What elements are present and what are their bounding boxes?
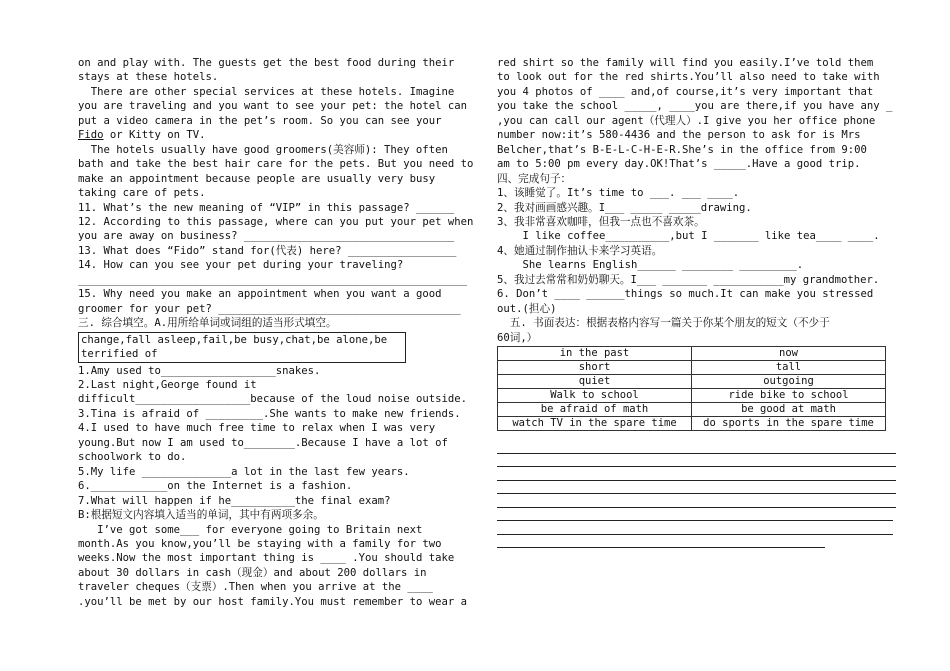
passage-line: taking care of pets. <box>78 187 206 200</box>
writing-line[interactable] <box>497 454 896 468</box>
fill-line: difficult__________________because of the loud noise outside. <box>78 393 468 406</box>
right-column <box>497 56 899 548</box>
fill-line: 2.Last night,George found it <box>78 378 257 391</box>
passage-line: to look out for the red shirts.You’ll also need to take with <box>497 71 880 84</box>
table-cell: now <box>692 347 886 361</box>
passage-continued <box>497 56 899 172</box>
passage-line: stays at these hotels. <box>78 71 219 84</box>
fill-line: weeks.Now the most important thing is ____ .You should take <box>78 552 455 565</box>
writing-line[interactable] <box>497 494 896 508</box>
question-line: _____________________________________________________________ <box>78 273 468 286</box>
word-bank-box: change,fall asleep,fail,be busy,chat,be alone,be terrified of <box>78 332 406 363</box>
fido-rest: or Kitty on TV. <box>103 129 206 142</box>
passage-line: you take the school _____, ____you are there,if you have any _ <box>497 100 893 113</box>
reading-passage <box>78 56 480 201</box>
fill-line: 7.What will happen if he__________the final exam? <box>78 494 391 507</box>
sentence-line: 1、该睡觉了。It’s time to ___. ___ ____. <box>497 187 740 200</box>
fido-word: Fido <box>78 129 104 142</box>
table-cell: short <box>498 361 692 375</box>
sentence-completion <box>497 186 899 316</box>
sentence-line: 5、我过去常常和奶奶聊天。I___ _______ ___________my grandmother. <box>497 273 880 286</box>
fill-line: 1.Amy used to__________________snakes. <box>78 364 321 377</box>
writing-line[interactable] <box>497 440 896 454</box>
writing-line[interactable] <box>497 508 893 522</box>
table-cell: ride bike to school <box>692 389 886 403</box>
table-row <box>498 417 886 431</box>
question-line: you are away on business? _________________________________ <box>78 230 455 243</box>
table-cell: quiet <box>498 375 692 389</box>
fill-line: B:根据短文内容填入适当的单词，其中有两项多余。 <box>78 509 324 522</box>
question-line: 11. What’s the new meaning of “VIP” in this passage? ______ <box>78 201 455 214</box>
fill-line: schoolwork to do. <box>78 451 187 464</box>
section5-title: 五. 书面表达：根据表格内容写一篇关于你某个朋友的短文（不少于 <box>497 317 830 330</box>
question-line: 13. What does “Fido” stand for(代表) here? _________________ <box>78 244 457 257</box>
fill-line: month.As you know,you’ll be staying with a family for two <box>78 537 442 550</box>
left-column <box>78 56 480 609</box>
passage-line: red shirt so the family will find you easily.I’ve told them <box>497 57 874 69</box>
table-cell: outgoing <box>692 375 886 389</box>
sentence-line: I like coffee__________,but I _______ like tea____ ____. <box>497 230 880 243</box>
writing-line[interactable] <box>497 535 825 549</box>
reading-questions <box>78 201 480 317</box>
sentence-line: out.(担心) <box>497 302 557 315</box>
table-cell: be good at math <box>692 403 886 417</box>
table-row <box>498 403 886 417</box>
writing-line[interactable] <box>497 521 893 535</box>
fill-line: 5.My life ______________a lot in the last few years. <box>78 465 410 478</box>
fill-in-exercise <box>78 364 480 610</box>
table-row <box>498 389 886 403</box>
passage-line: put a video camera in the pet’s room. So you can see your <box>78 114 442 127</box>
section4-title: 四、完成句子： <box>497 172 572 185</box>
fill-line: traveler cheques（支票）.Then when you arrive at the ____ <box>78 581 433 594</box>
passage-line: bath and take the best hair care for the pets. But you need to <box>78 158 474 171</box>
fill-line: young.But now I am used to________.Because I have a lot of <box>78 436 448 449</box>
passage-line: on and play with. The guests get the best food during their <box>78 57 455 69</box>
table-cell: watch TV in the spare time <box>498 417 692 431</box>
writing-line[interactable] <box>497 467 896 481</box>
fill-line: .you’ll be met by our host family.You must remember to wear a <box>78 595 468 608</box>
table-row <box>498 361 886 375</box>
table-cell: in the past <box>498 347 692 361</box>
sentence-line: She learns English______ ________ _________. <box>497 259 804 272</box>
section5-title-cont: 60词,） <box>497 331 538 344</box>
passage-line: make an appointment because people are usually very busy <box>78 172 436 185</box>
section3-title: 三. 综合填空。A.用所给单词或词组的适当形式填空。 <box>78 317 337 330</box>
passage-line: The hotels usually have good groomers(美容师): They often <box>78 143 448 156</box>
fill-line: about 30 dollars in cash（现金）and about 200 dollars in <box>78 566 427 579</box>
fill-line: I’ve got some___ for everyone going to Britain next <box>78 523 423 536</box>
sentence-line: 4、她通过制作抽认卡来学习英语。 <box>497 244 663 257</box>
passage-line: There are other special services at these hotels. Imagine <box>78 85 455 98</box>
question-line: groomer for your pet? ______________________________________ <box>78 302 461 315</box>
writing-lines <box>497 440 899 548</box>
passage-line: number now:it’s 580-4436 and the person to ask for is Mrs <box>497 129 861 142</box>
table-row <box>498 347 886 361</box>
fill-line: 3.Tina is afraid of _________.She wants to make new friends. <box>78 407 461 420</box>
passage-line: you are traveling and you want to see your pet: the hotel can <box>78 100 468 113</box>
passage-line <box>78 128 480 142</box>
table-cell: do sports in the spare time <box>692 417 886 431</box>
fill-line: 4.I used to have much free time to relax when I was very <box>78 422 436 435</box>
writing-line[interactable] <box>497 481 896 495</box>
fill-line: 6.____________on the Internet is a fashion. <box>78 480 353 493</box>
sentence-line: 2、我对画画感兴趣。I___ _____ _____drawing. <box>497 201 752 214</box>
question-line: 12. According to this passage, where can you put your pet when <box>78 215 474 228</box>
passage-line: ,you can call our agent（代理人）.I give you her office phone <box>497 114 876 127</box>
sentence-line: 6. Don’t ____ ______things so much.It can make you stressed <box>497 288 874 301</box>
question-line: 14. How can you see your pet during your traveling? <box>78 259 404 272</box>
table-row <box>498 375 886 389</box>
passage-line: you 4 photos of ____ and,of course,it’s very important that <box>497 85 874 98</box>
table-cell: Walk to school <box>498 389 692 403</box>
question-line: 15. Why need you make an appointment when you want a good <box>78 288 442 301</box>
passage-line: am to 5:00 pm every day.OK!That’s _____.Have a good trip. <box>497 158 861 171</box>
table-cell: tall <box>692 361 886 375</box>
passage-line: Belcher,that’s B-E-L-C-H-E-R.She’s in the office from 9:00 <box>497 143 867 156</box>
sentence-line: 3、我非常喜欢咖啡，但我一点也不喜欢茶。 <box>497 215 705 228</box>
comparison-table <box>497 346 886 431</box>
table-cell: be afraid of math <box>498 403 692 417</box>
